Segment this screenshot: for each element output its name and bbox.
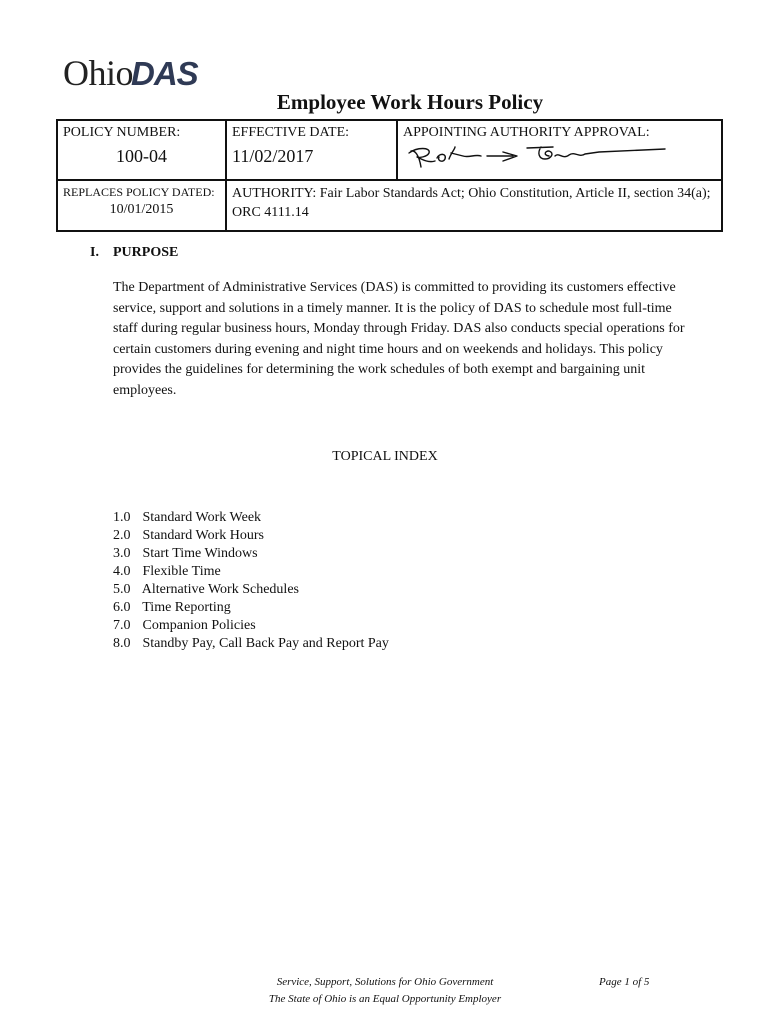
replaces-date-value: 10/01/2015 [109, 202, 174, 217]
policy-number-value: 100-04 [116, 146, 167, 166]
logo-ohio-text: Ohio [63, 53, 133, 93]
footer-tagline: Service, Support, Solutions for Ohio Government [276, 976, 494, 988]
item-number: 7.0 [113, 618, 131, 633]
topical-index-list [113, 509, 389, 653]
list-item [113, 581, 389, 599]
ohio-das-logo [63, 52, 198, 94]
logo-das-text: DAS [131, 54, 198, 92]
replaces-label: REPLACES POLICY DATED: [63, 185, 215, 199]
purpose-heading [90, 245, 178, 261]
item-label: Time Reporting [142, 600, 231, 615]
topical-index-title: TOPICAL INDEX [332, 449, 438, 464]
page-number: Page 1 of 5 [599, 976, 650, 988]
list-item [113, 635, 389, 653]
section-number: I. [90, 245, 99, 260]
list-item [113, 545, 389, 563]
replaces-cell [57, 180, 226, 231]
item-label: Flexible Time [142, 564, 221, 579]
list-item [113, 527, 389, 545]
item-label: Alternative Work Schedules [141, 582, 299, 597]
section-title: PURPOSE [113, 245, 179, 260]
list-item [113, 617, 389, 635]
list-item [113, 509, 389, 527]
purpose-body [113, 278, 693, 402]
signature [403, 141, 716, 176]
item-number: 8.0 [113, 636, 131, 651]
item-number: 4.0 [113, 564, 131, 579]
item-label: Companion Policies [142, 618, 256, 633]
effective-date-label: EFFECTIVE DATE: [232, 125, 350, 140]
footer-eoe-statement: The State of Ohio is an Equal Opportunity Employer [268, 993, 502, 1005]
document-title: Employee Work Hours Policy [276, 90, 544, 114]
effective-date-value: 11/02/2017 [232, 146, 314, 166]
item-label: Standard Work Hours [142, 528, 264, 543]
policy-number-cell [57, 120, 226, 180]
policy-number-label: POLICY NUMBER: [63, 125, 181, 140]
approval-cell [397, 120, 722, 180]
policy-header-table [56, 119, 723, 232]
effective-date-cell [226, 120, 397, 180]
item-number: 1.0 [113, 510, 131, 525]
list-item [113, 563, 389, 581]
list-item [113, 599, 389, 617]
item-label: Start Time Windows [142, 546, 258, 561]
item-number: 6.0 [113, 600, 131, 615]
item-number: 2.0 [113, 528, 131, 543]
purpose-paragraph: The Department of Administrative Services (DAS) is committed to providing its customers effective service, support and solutions in a timely manner. It is the policy of DAS to schedule most full-time staff during regular business hours, Monday through Friday. DAS also conducts special operations for certain customers during evening and night time hours and on weekends and holidays. This policy provides the guidelines for determining the work schedules of both exempt and bargaining unit employees. [113, 280, 685, 398]
authority-text: AUTHORITY: Fair Labor Standards Act; Ohio Constitution, Article II, section 34(a); ORC 4111.14 [232, 186, 711, 220]
item-label: Standby Pay, Call Back Pay and Report Pay [142, 636, 389, 651]
approval-label: APPOINTING AUTHORITY APPROVAL: [403, 125, 650, 140]
item-label: Standard Work Week [142, 510, 262, 525]
item-number: 3.0 [113, 546, 131, 561]
authority-cell [226, 180, 722, 231]
item-number: 5.0 [113, 582, 131, 597]
